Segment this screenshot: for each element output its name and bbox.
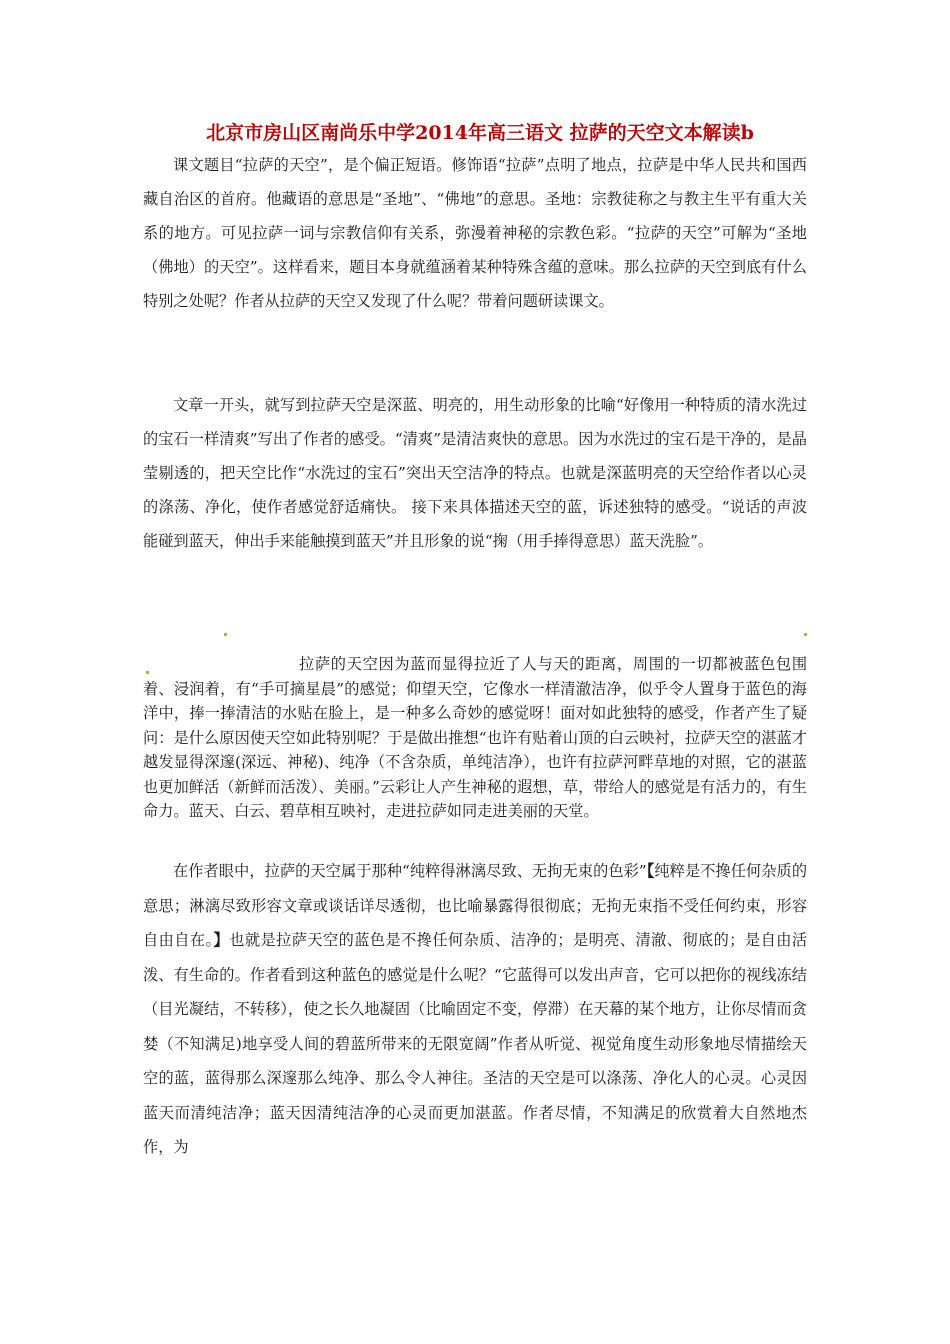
paragraph-sky-feeling: 拉萨的天空因为蓝而显得拉近了人与天的距离，周围的一切都被蓝色包围着、浸润着，有“手可摘星晨”的感觉；仰望天空，它像水一样清澈洁净，似乎令人置身于蓝色的海洋中，捧一捧清洁的水贴在脸上，是一种多么奇妙的感觉呀！面对如此独特的感受，作者产生了疑问：是什么原因使天空如此特别呢？于是做出推想“也许有贴着山顶的白云映衬，拉萨天空的湛蓝才越发显得深邃(深远、神秘)、纯净（不含杂质，单纯洁净），也许有拉萨河畔草地的对照，它的湛蓝也更加鲜活（新鲜而活泼）、美丽。”云彩让人产生神秘的遐想，草，带给人的感觉是有活力的，有生命力。蓝天、白云、碧草相互映衬，走进拉萨如同走进美丽的天堂。 xyxy=(143,655,807,820)
paragraph-title-analysis: 课文题目“拉萨的天空”，是个偏正短语。修饰语“拉萨”点明了地点，拉萨是中华人民共和国西藏自治区的首府。他藏语的意思是“圣地”、“佛地”的意思。圣地：宗教徒称之与教主生平有重大关系的地方。可见拉萨一词与宗教信仰有关系，弥漫着神秘的宗教色彩。“拉萨的天空”可解为“圣地（佛地）的天空”。这样看来，题目本身就蕴涵着某种特殊含蕴的意味。那么拉萨的天空到底有什么特别之处呢？作者从拉萨的天空又发现了什么呢？带着问题研读课文。 xyxy=(143,156,807,310)
marker-dot xyxy=(804,633,807,636)
marker-dot xyxy=(224,633,227,636)
paragraph-opening-analysis: 文章一开头，就写到拉萨天空是深蓝、明亮的，用生动形象的比喻“好像用一种特质的清水洗过的宝石一样清爽”写出了作者的感受。“清爽”是清洁爽快的意思。因为水洗过的宝石是干净的，是晶莹剔透的，把天空比作“水洗过的宝石”突出天空洁净的特点。也就是深蓝明亮的天空给作者以心灵的涤荡、净化，使作者感觉舒适痛快。 接下来具体描述天空的蓝，诉述独特的感受。“说话的声波能碰到蓝天，伸出手来能触摸到蓝天”并且形象的说“掬（用手捧得意思）蓝天洗脸”。 xyxy=(143,396,807,550)
paragraph-text: 也就是拉萨天空的蓝色是不搀任何杂质、洁净的；是明亮、清澈、彻底的；是自由活泼、有生命的。作者看到这种蓝色的感觉是什么呢？“它蓝得可以发出声音，它可以把你的视线冻结（目光凝结，不转移），使之长久地凝固（比喻固定不变，停滞）在天幕的某个地方，让你尽情而贪婪（不知满足)地享受人间的碧蓝所带来的无限宽阔”作者从听觉、视觉角度生动形象地尽情描绘天空的蓝，蓝得那么深邃那么纯净、那么令人神往。圣洁的天空是可以涤荡、净化人的心灵。心灵因蓝天而清纯洁净；蓝天因清纯洁净的心灵而更加湛蓝。作者尽情，不知满足的欣赏着大自然地杰作，为 xyxy=(143,931,808,1156)
paragraph-pure-color xyxy=(143,854,807,1165)
paragraph-text: 在作者眼中，拉萨的天空属于那种“纯粹得淋漓尽致、无拘无束的色彩” xyxy=(173,862,647,880)
document-title: 北京市房山区南尚乐中学2014年高三语文 拉萨的天空文本解读b xyxy=(206,122,754,144)
bracket-close: 】 xyxy=(213,931,230,949)
bracket-open: 【 xyxy=(646,862,655,880)
bracket-annotation: 纯粹是不搀任何杂质的意思；淋漓尽致形容文章或谈话详尽透彻，也比喻暴露得很彻底；无拘无束指不受任何约束，形容自由自在。 xyxy=(143,862,808,949)
